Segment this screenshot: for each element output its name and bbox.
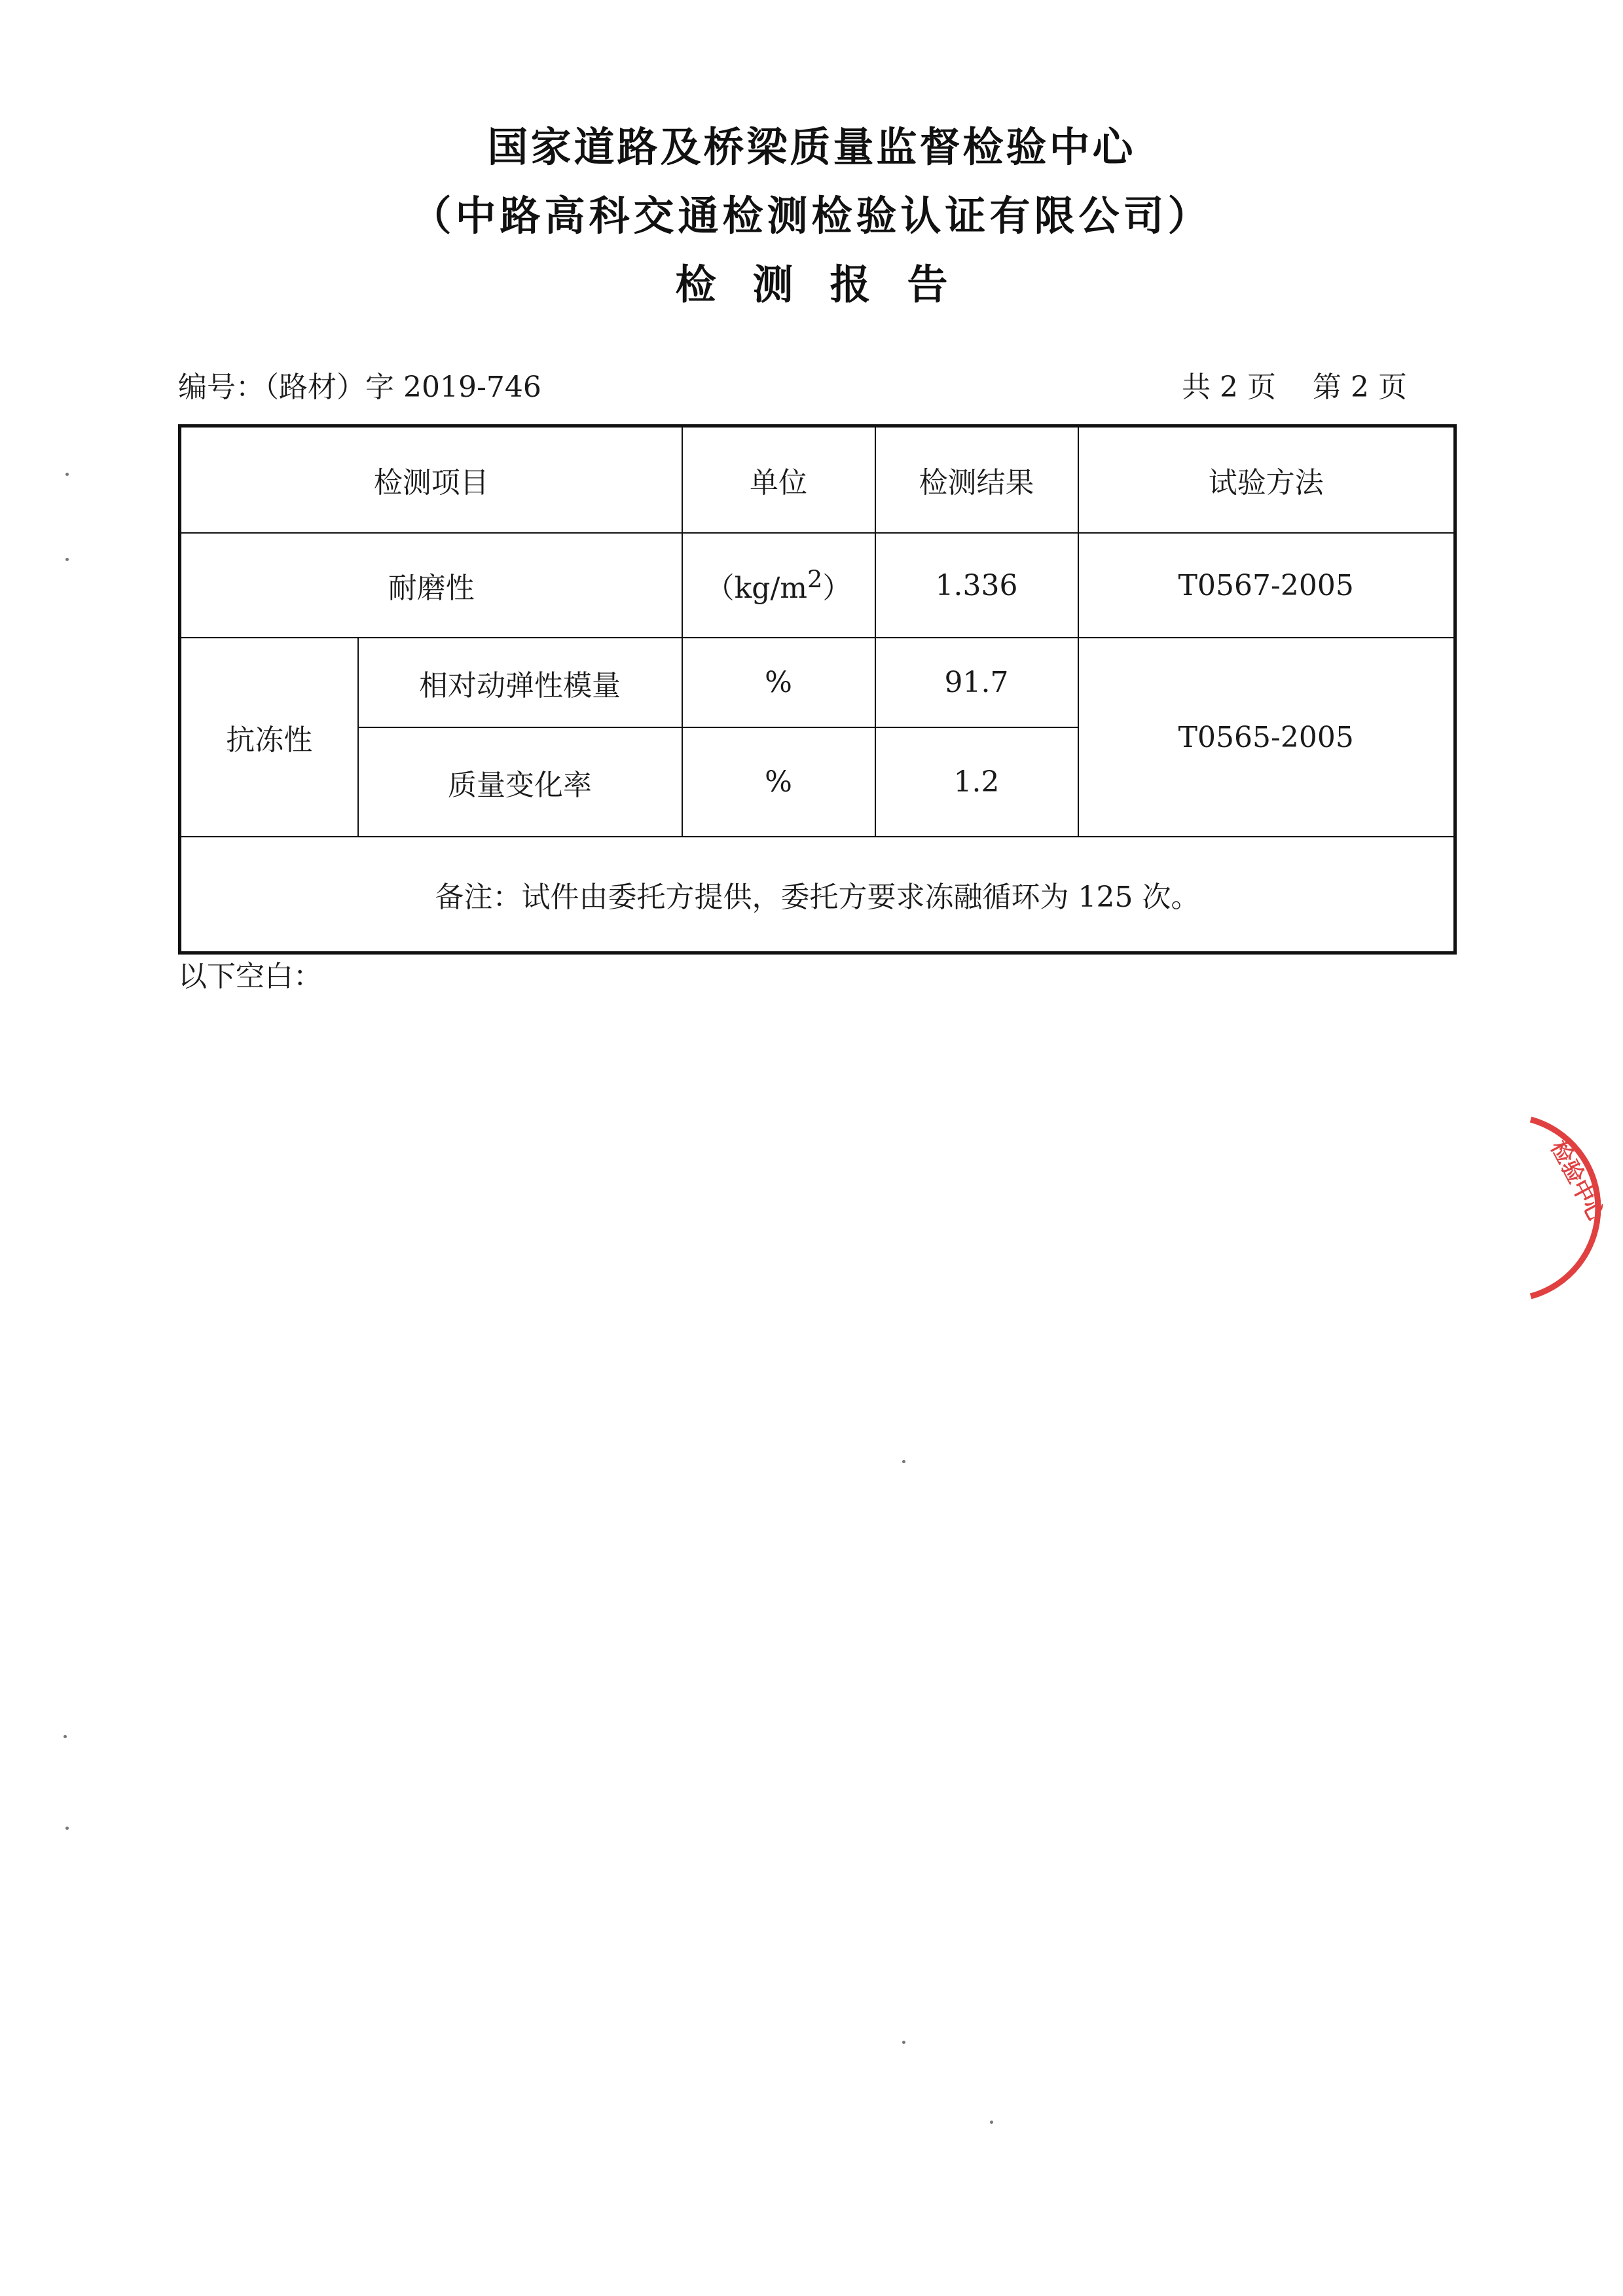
header-item: 检测项目 (180, 426, 682, 534)
unit-cell (682, 533, 875, 638)
report-title: 检测报告 (675, 261, 985, 308)
group-cell: 抗冻性 (180, 638, 358, 837)
note-row (180, 837, 1455, 953)
result-cell: 1.336 (875, 533, 1078, 638)
report-header-line1: 国家道路及桥梁质量监督检验中心 (487, 123, 1136, 171)
report-number: 编号：（路材）字 2019-746 (178, 371, 541, 404)
seal-text: 检验中心 (1545, 1136, 1611, 1228)
header-result: 检测结果 (875, 426, 1078, 534)
header-method: 试验方法 (1078, 426, 1455, 534)
table-header-row (180, 426, 1455, 534)
sub-item-cell: 质量变化率 (358, 727, 682, 837)
result-cell: 91.7 (875, 638, 1078, 727)
method-cell: T0565-2005 (1078, 638, 1455, 837)
unit-tail: ） (822, 572, 852, 605)
unit-superscript: 2 (807, 565, 823, 594)
unit-cell: % (682, 727, 875, 837)
page-number: 第 2 页 (1313, 371, 1407, 404)
result-cell: 1.2 (875, 727, 1078, 837)
total-pages: 共 2 页 (1182, 371, 1277, 404)
unit-cell: % (682, 638, 875, 727)
report-header-line2: （中路高科交通检测检验认证有限公司） (410, 192, 1213, 240)
method-cell: T0567-2005 (1078, 533, 1455, 638)
page-indicator (1182, 363, 1407, 405)
unit-base: （kg/m (705, 572, 808, 605)
table-row (180, 638, 1455, 727)
note-cell: 备注：试件由委托方提供，委托方要求冻融循环为 125 次。 (180, 837, 1455, 953)
table-row (180, 533, 1455, 638)
header-unit: 单位 (682, 426, 875, 534)
sub-item-cell: 相对动弹性模量 (358, 638, 682, 727)
item-cell: 耐磨性 (180, 533, 682, 638)
blank-below-note: 以下空白： (178, 960, 322, 993)
test-results-table (178, 424, 1457, 955)
official-seal-stamp (1504, 1106, 1623, 1303)
